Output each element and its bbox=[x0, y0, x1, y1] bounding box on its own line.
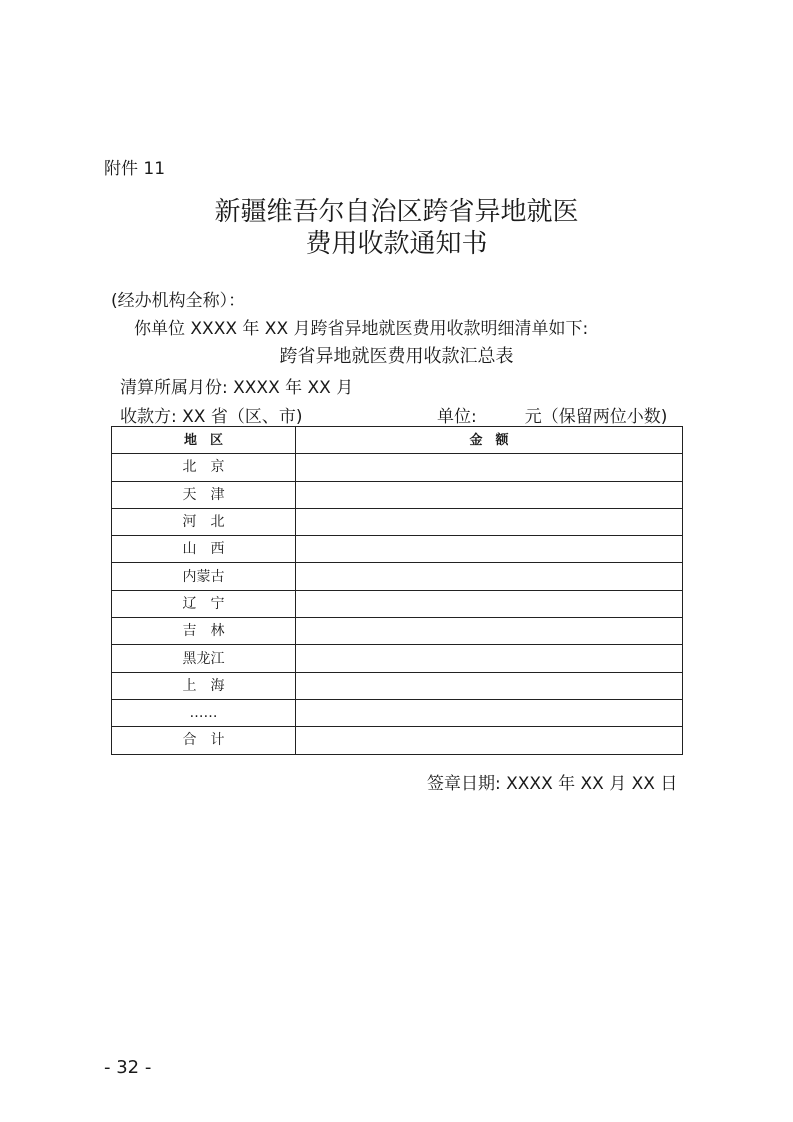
table-row bbox=[112, 699, 683, 726]
amount-cell bbox=[296, 563, 683, 590]
region-cell: 黑龙江 bbox=[112, 645, 296, 672]
table-row bbox=[112, 672, 683, 699]
total-label-cell: 合 计 bbox=[112, 727, 296, 754]
amount-cell bbox=[296, 618, 683, 645]
region-cell: 北 京 bbox=[112, 454, 296, 481]
table-row bbox=[112, 645, 683, 672]
region-cell: 吉 林 bbox=[112, 618, 296, 645]
page-number: - 32 - bbox=[104, 1057, 152, 1078]
table-row bbox=[112, 536, 683, 563]
agency-line: (经办机构全称）： bbox=[111, 291, 246, 311]
amount-cell bbox=[296, 454, 683, 481]
region-cell: …… bbox=[112, 699, 296, 726]
amount-cell bbox=[296, 645, 683, 672]
document-title bbox=[0, 196, 793, 260]
table-row bbox=[112, 618, 683, 645]
table-row bbox=[112, 454, 683, 481]
table-row bbox=[112, 481, 683, 508]
table-header-row bbox=[112, 427, 683, 454]
amount-cell bbox=[296, 481, 683, 508]
region-cell: 内蒙古 bbox=[112, 563, 296, 590]
table-row bbox=[112, 508, 683, 535]
unit-value: 元（保留两位小数) bbox=[524, 407, 668, 427]
summary-title: 跨省异地就医费用收款汇总表 bbox=[279, 346, 514, 367]
title-line-1: 新疆维吾尔自治区跨省异地就医 bbox=[214, 197, 579, 227]
settlement-period: 清算所属月份: XXXX 年 XX 月 bbox=[120, 378, 354, 398]
region-cell: 辽 宁 bbox=[112, 590, 296, 617]
region-cell: 天 津 bbox=[112, 481, 296, 508]
header-amount: 金 额 bbox=[296, 427, 683, 454]
amount-cell bbox=[296, 508, 683, 535]
amount-cell bbox=[296, 672, 683, 699]
summary-table bbox=[111, 426, 683, 755]
payee-line: 收款方: XX 省（区、市) bbox=[120, 407, 303, 427]
total-row bbox=[112, 727, 683, 754]
region-cell: 河 北 bbox=[112, 508, 296, 535]
region-cell: 上 海 bbox=[112, 672, 296, 699]
unit-label: 单位: bbox=[437, 407, 477, 427]
table-row bbox=[112, 590, 683, 617]
total-amount-cell bbox=[296, 727, 683, 754]
region-cell: 山 西 bbox=[112, 536, 296, 563]
amount-cell bbox=[296, 536, 683, 563]
intro-line: 你单位 XXXX 年 XX 月跨省异地就医费用收款明细清单如下: bbox=[134, 319, 589, 339]
title-line-2: 费用收款通知书 bbox=[305, 229, 488, 259]
amount-cell bbox=[296, 590, 683, 617]
unit-line bbox=[437, 402, 667, 427]
table-row bbox=[112, 563, 683, 590]
header-region: 地 区 bbox=[112, 427, 296, 454]
amount-cell bbox=[296, 699, 683, 726]
sign-date-line: 签章日期: XXXX 年 XX 月 XX 日 bbox=[427, 774, 678, 794]
attachment-label: 附件 11 bbox=[104, 159, 166, 179]
